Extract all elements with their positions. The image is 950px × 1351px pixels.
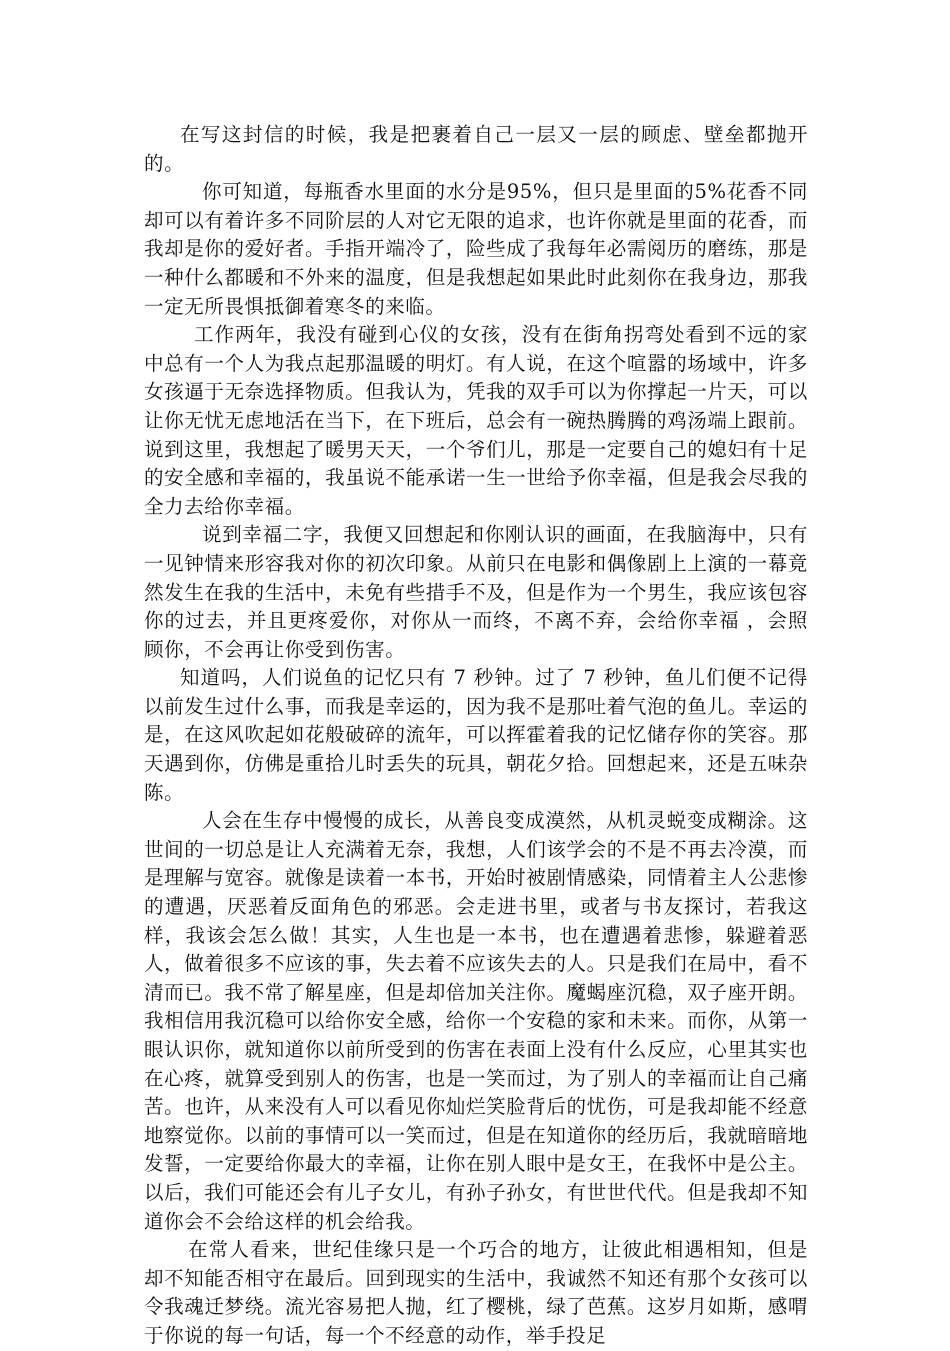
paragraph: 说到幸福二字，我便又回想起和你刚认识的画面，在我脑海中，只有一见钟情来形容我对你的初次印象。从前只在电影和偶像剧上上演的一幕竟然发生在我的生活中，未免有些措手不及，但是作为一个男生，我应该包容你的过去，并且更疼爱你，对你从一而终，不离不弃，会给你幸福 ，会照顾你，不会再让你受到伤害。 xyxy=(144,523,808,661)
paragraph: 工作两年，我没有碰到心仪的女孩，没有在街角拐弯处看到不远的家中总有一个人为我点起那温暖的明灯。有人说，在这个喧嚣的场域中，许多女孩逼于无奈选择物质。但我认为，凭我的双手可以为你撑起一片天，可以让你无忧无虑地活在当下，在下班后，总会有一碗热腾腾的鸡汤端上跟前。说到这里，我想起了暖男天天，一个爷们儿，那是一定要自己的媳妇有十足的安全感和幸福的，我虽说不能承诺一生一世给予你幸福，但是我会尽我的全力去给你幸福。 xyxy=(144,323,808,518)
paragraph: 你可知道，每瓶香水里面的水分是95%，但只是里面的5%花香不同却可以有着许多不同阶层的人对它无限的追求，也许你就是里面的花香，而我却是你的爱好者。手指开端冷了，险些成了我每年必需阅历的磨练，那是一种什么都暖和不外来的温度，但是我想起如果此时此刻你在我身边，那我一定无所畏惧抵御着寒冬的来临。 xyxy=(144,180,808,318)
letter-body xyxy=(144,121,808,1351)
paragraph: 在写这封信的时候，我是把裹着自己一层又一层的顾虑、壁垒都抛开的。 xyxy=(144,123,808,175)
paragraph: 人会在生存中慢慢的成长，从善良变成漠然，从机灵蜕变成糊涂。这世间的一切总是让人充满着无奈，我想，人们该学会的不是不再去冷漠，而是理解与宽容。就像是读着一本书，开始时被剧情感染，同情着主人公悲惨的遭遇，厌恶着反面角色的邪恶。会走进书里，或者与书友探讨，若我这样，我该会怎么做！其实，人生也是一本书，也在遭遇着悲惨，躲避着恶人，做着很多不应该的事，失去着不应该失去的人。只是我们在局中，看不清而已。我不常了解星座，但是却倍加关注你。魔蝎座沉稳，双子座开朗。我相信用我沉稳可以给你安全感，给你一个安稳的家和未来。而你，从第一眼认识你，就知道你以前所受到的伤害在表面上没有什么反应，心里其实也在心疼，就算受到别人的伤害，也是一笑而过，为了别人的幸福而让自己痛苦。也许，从来没有人可以看见你灿烂笑脸背后的忧伤，可是我却能不经意地察觉你。以前的事情可以一笑而过，但是在知道你的经历后，我就暗暗地发誓，一定要给你最大的幸福，让你在别人眼中是女王，在我怀中是公主。以后，我们可能还会有儿子女儿，有孙子孙女，有世世代代。但是我却不知道你会不会给这样的机会给我。 xyxy=(144,809,808,1233)
paragraph: 知道吗，人们说鱼的记忆只有 7 秒钟。过了 7 秒钟，鱼儿们便不记得以前发生过什么事，而我是幸运的，因为我不是那吐着气泡的鱼儿。幸运的是，在这风吹起如花般破碎的流年，可以挥霍着我的记忆储存你的笑容。那天遇到你，仿佛是重拾儿时丢失的玩具，朝花夕拾。回想起来，还是五味杂陈。 xyxy=(144,666,808,804)
paragraph: 在常人看来，世纪佳缘只是一个巧合的地方，让彼此相遇相知，但是却不知能否相守在最后。回到现实的生活中，我诚然不知还有那个女孩可以令我魂迁梦绕。流光容易把人抛，红了樱桃，绿了芭蕉。这岁月如斯，感喟于你说的每一句话，每一个不经意的动作，举手投足 xyxy=(144,1238,808,1347)
